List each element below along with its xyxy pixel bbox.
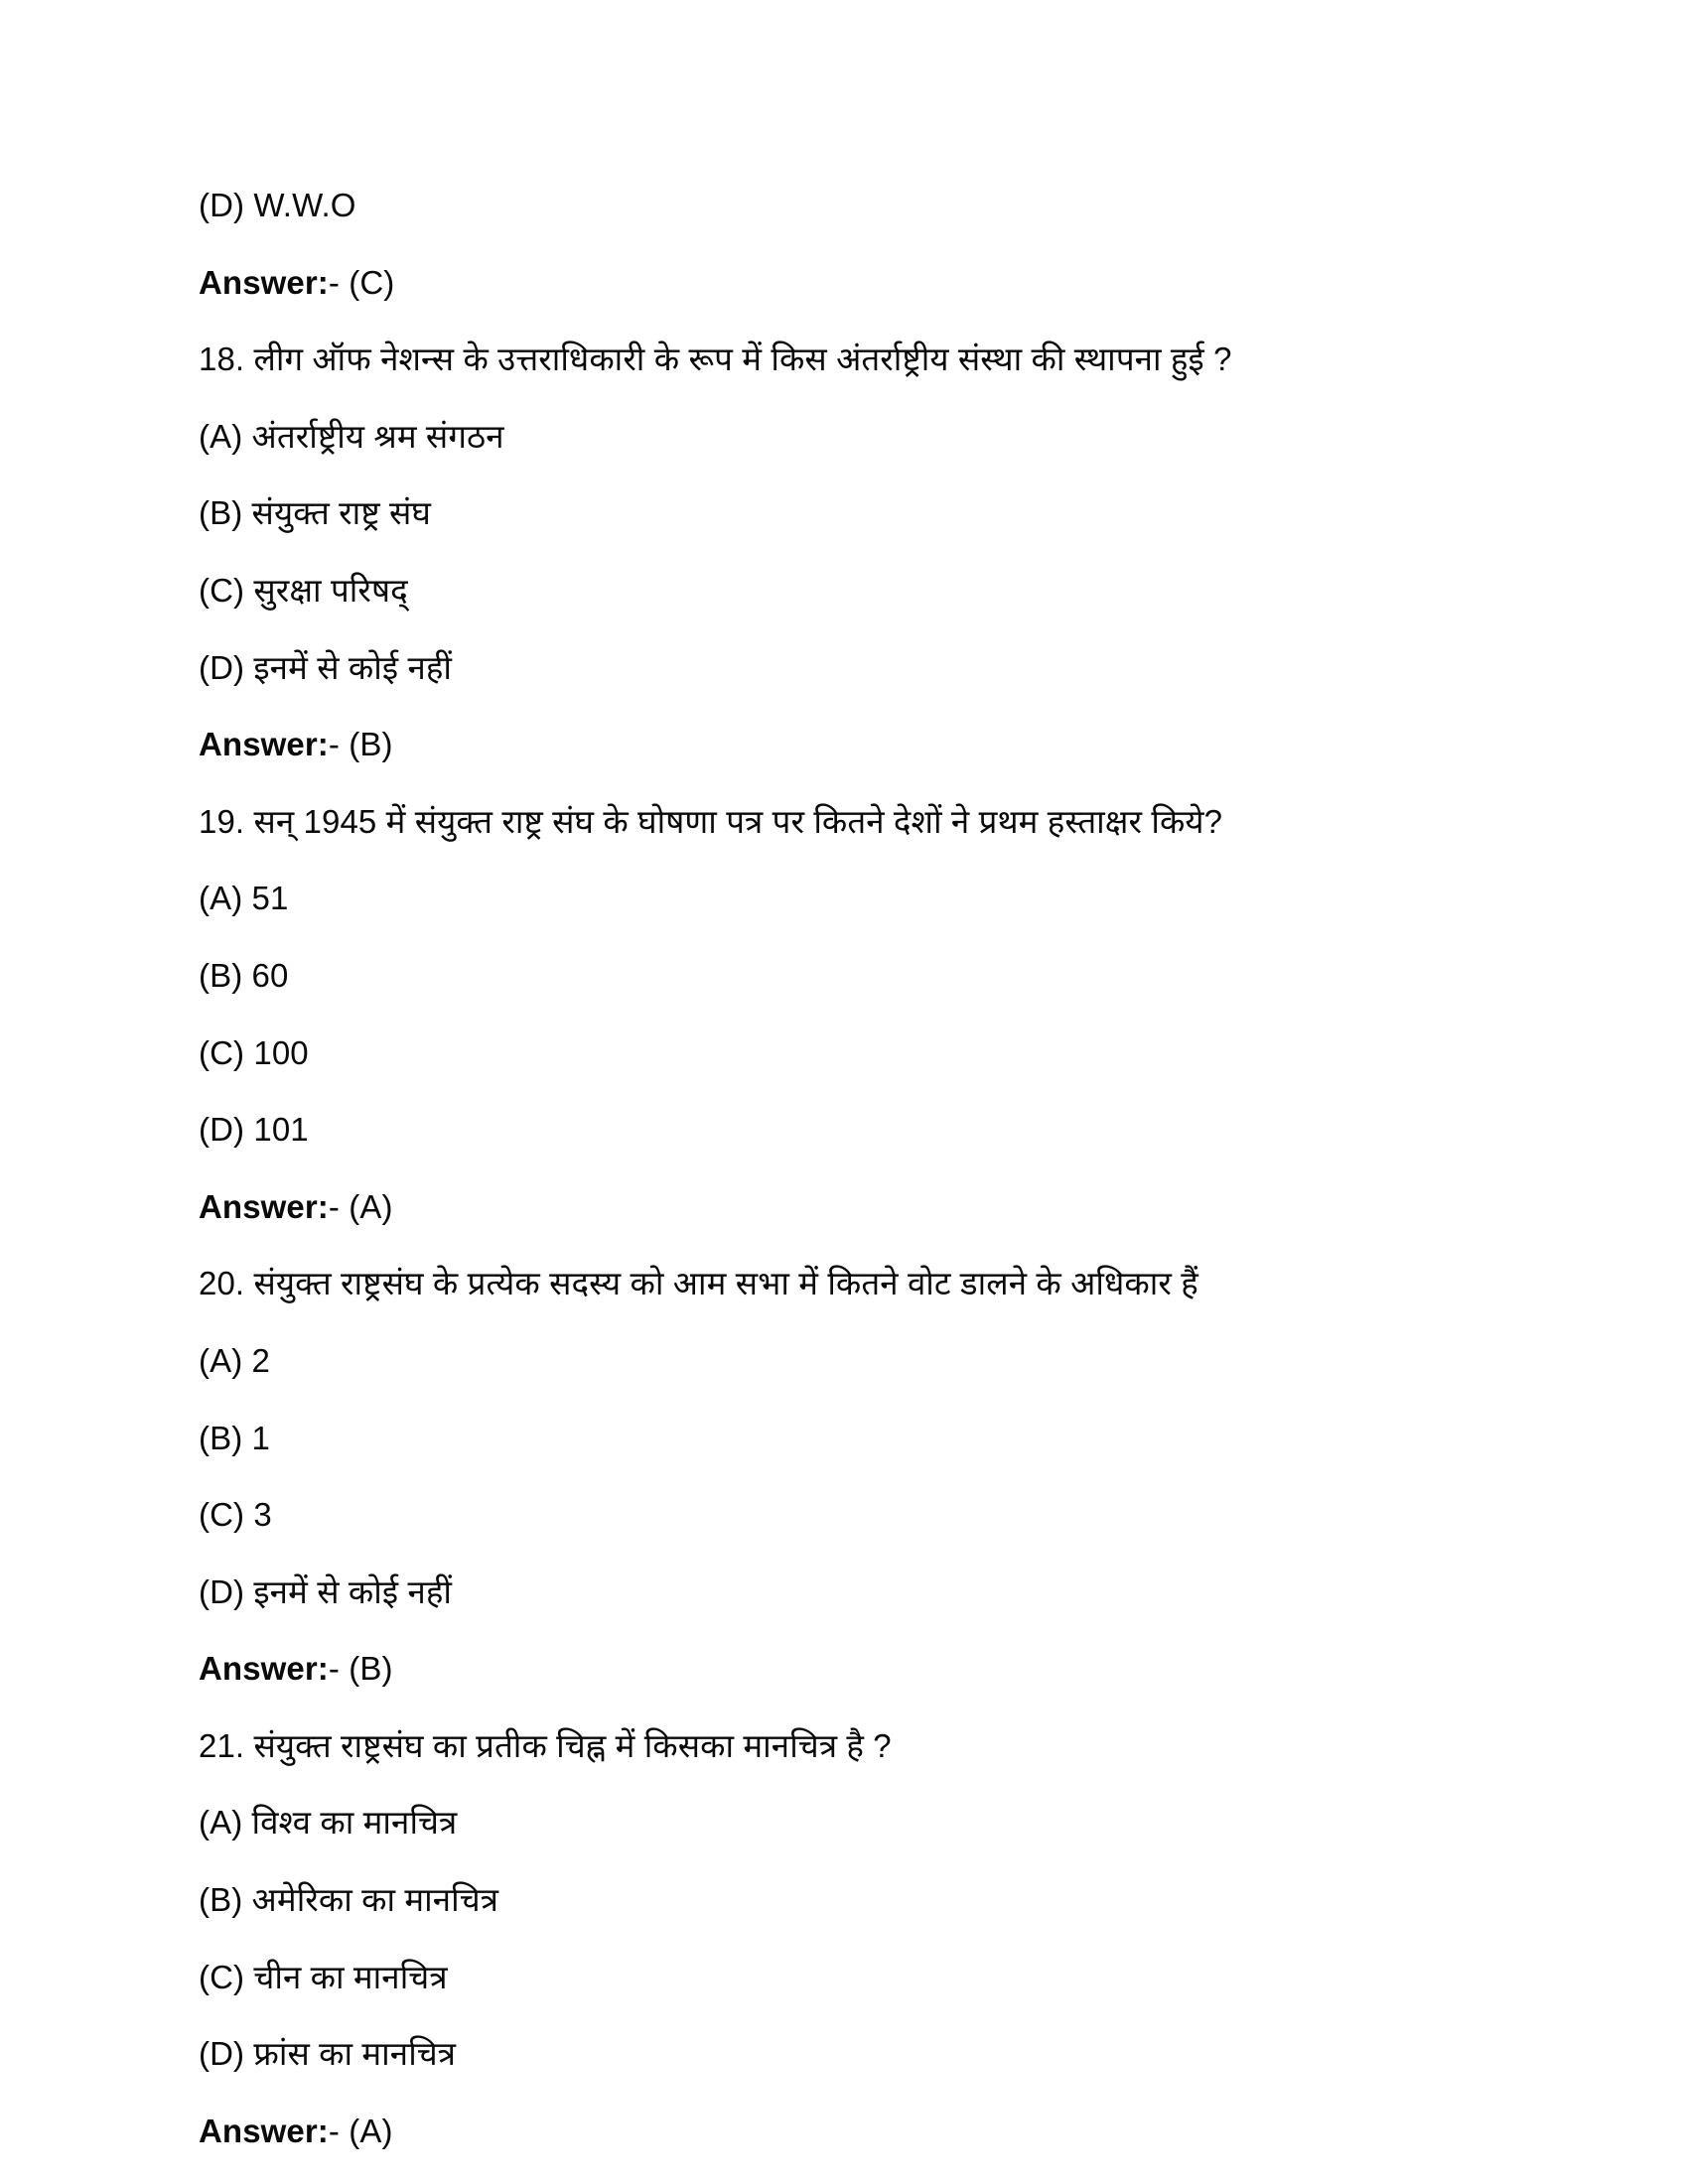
option-line: (C) चीन का मानचित्र bbox=[199, 1958, 448, 1995]
answer-line bbox=[199, 1168, 1519, 1246]
option-line: (A) अंतर्राष्ट्रीय श्रम संगठन bbox=[199, 417, 504, 455]
answer-value: - (A) bbox=[328, 1187, 393, 1225]
option-line: (A) विश्व का मानचित्र bbox=[199, 1804, 458, 1842]
question-line: 18. लीग ऑफ नेशन्स के उत्तराधिकारी के रूप में किस अंतर्राष्ट्रीय संस्था की स्थापना हुई ? bbox=[199, 341, 1232, 378]
option-line: (D) इनमें से कोई नहीं bbox=[199, 1572, 453, 1610]
option-line: (B) 1 bbox=[199, 1419, 271, 1456]
option-line: (A) 2 bbox=[199, 1341, 271, 1379]
option-line: (D) W.W.O bbox=[199, 187, 356, 223]
answer-value: - (C) bbox=[328, 263, 395, 301]
option-line: (B) संयुक्त राष्ट्र संघ bbox=[199, 494, 431, 532]
option-line: (D) इनमें से कोई नहीं bbox=[199, 648, 453, 686]
option-line: (D) फ्रांस का मानचित्र bbox=[199, 2035, 457, 2073]
option-line: (C) 3 bbox=[199, 1496, 272, 1534]
question-line: 19. सन् 1945 में संयुक्त राष्ट्र संघ के घोषणा पत्र पर कितने देशों ने प्रथम हस्ताक्षर किये? bbox=[199, 802, 1223, 840]
option-line: (A) 51 bbox=[199, 880, 289, 917]
answer-line bbox=[199, 1630, 1519, 1707]
option-line: (B) 60 bbox=[199, 956, 289, 994]
answer-value: - (B) bbox=[328, 726, 393, 763]
answer-line bbox=[199, 244, 1519, 322]
option-line: (C) सुरक्षा परिषद् bbox=[199, 571, 408, 609]
answer-label: Answer: bbox=[199, 2112, 329, 2149]
answer-label: Answer: bbox=[199, 263, 329, 301]
question-line: 21. संयुक्त राष्ट्रसंघ का प्रतीक चिह्न में किसका मानचित्र है ? bbox=[199, 1726, 892, 1764]
answer-value: - (A) bbox=[328, 2112, 393, 2149]
option-line: (C) 100 bbox=[199, 1033, 309, 1071]
option-line: (B) अमेरिका का मानचित्र bbox=[199, 1881, 499, 1919]
answer-value: - (B) bbox=[328, 1650, 393, 1688]
answer-line bbox=[199, 706, 1519, 783]
answer-line bbox=[199, 2093, 1519, 2170]
answer-label: Answer: bbox=[199, 726, 329, 763]
answer-label: Answer: bbox=[199, 1650, 329, 1688]
answer-label: Answer: bbox=[199, 1187, 329, 1225]
question-answer-list bbox=[199, 167, 1519, 2169]
option-line: (D) 101 bbox=[199, 1111, 309, 1149]
question-line: 20. संयुक्त राष्ट्रसंघ के प्रत्येक सदस्य को आम सभा में कितने वोट डालने के अधिकार हैं bbox=[199, 1265, 1198, 1302]
